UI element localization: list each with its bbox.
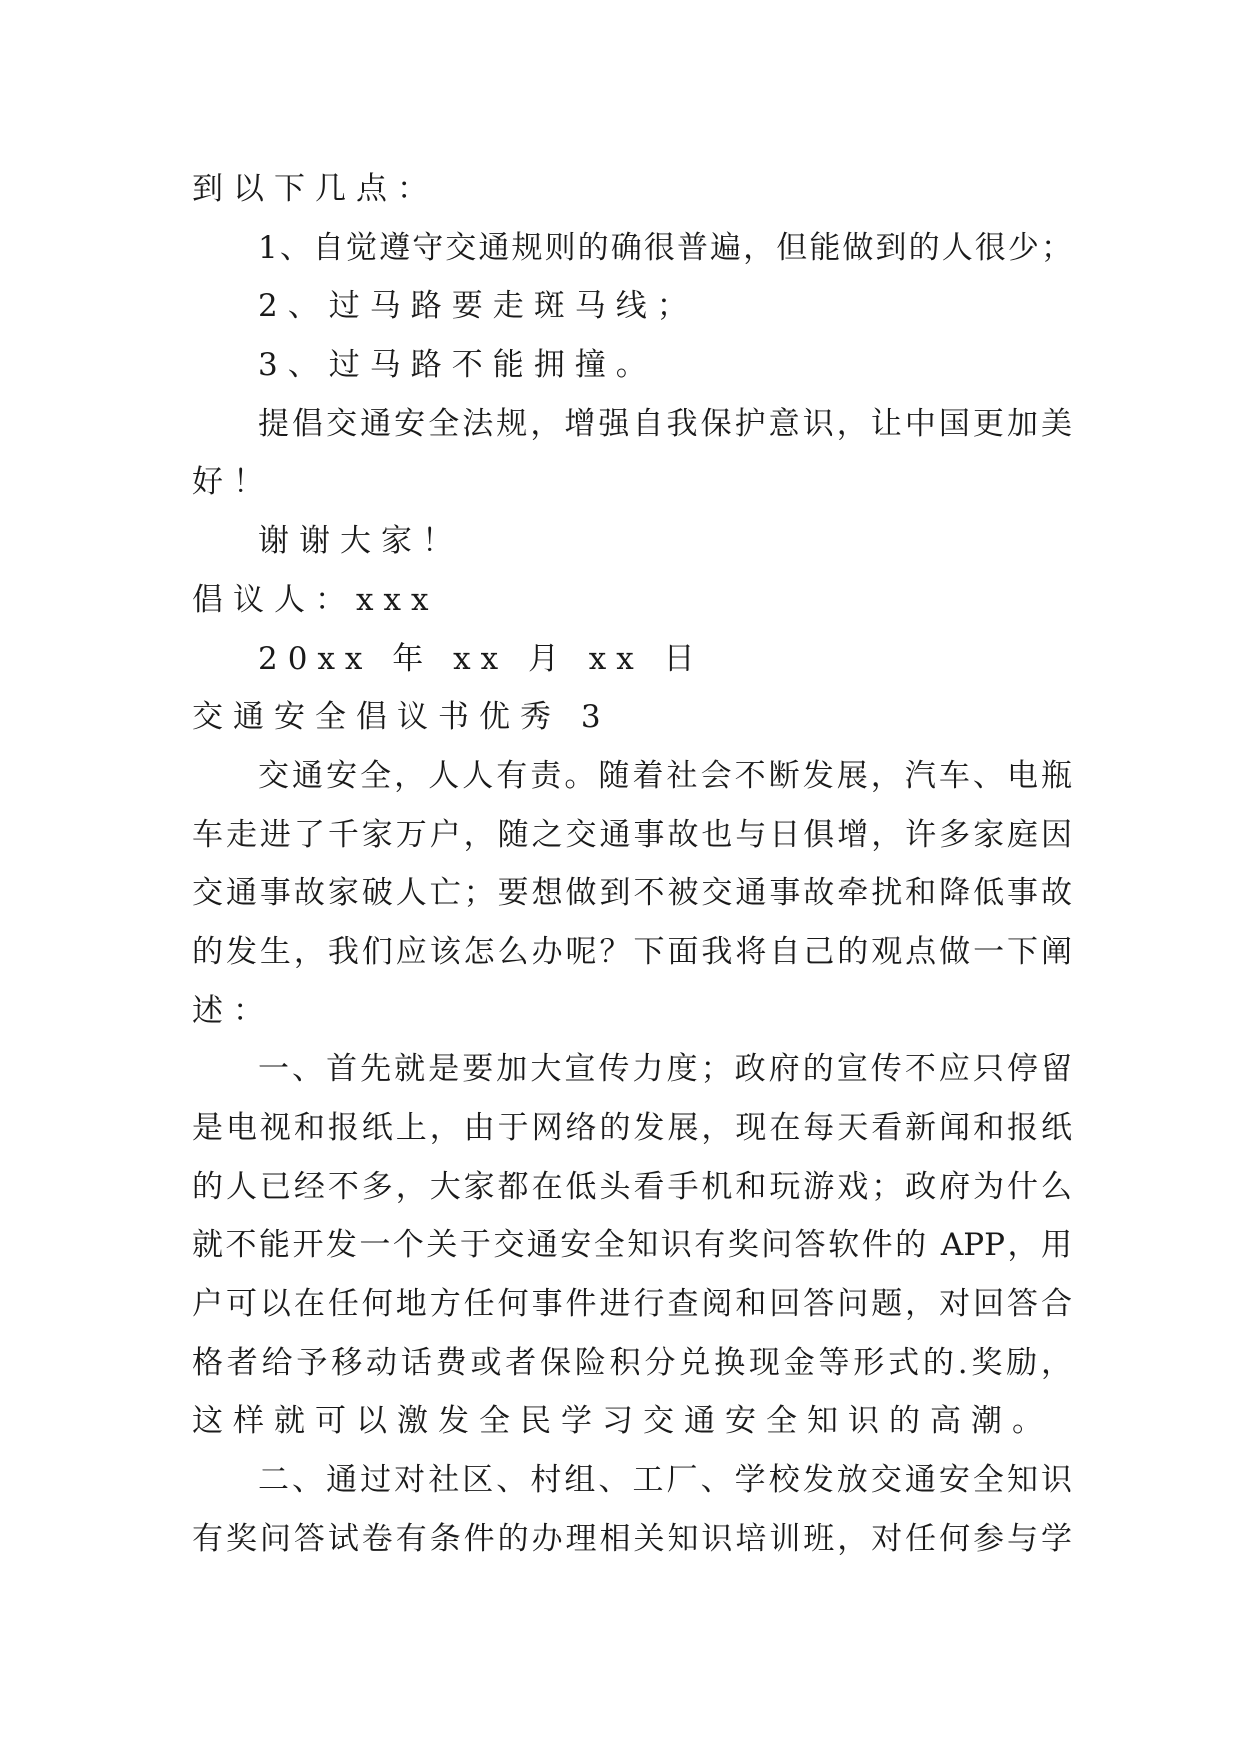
text-line: 20xx 年 xx 月 xx 日 <box>258 640 705 677</box>
text-line: 一、首先就是要加大宣传力度；政府的宣传不应只停留 <box>258 1051 1072 1088</box>
text-line: 这样就可以激发全民学习交通安全知识的高潮。 <box>192 1403 1053 1440</box>
text-line: 提倡交通安全法规，增强自我保护意识，让中国更加美 <box>258 405 1072 442</box>
text-line: 户可以在任何地方任何事件进行查阅和回答问题，对回答合 <box>192 1286 1072 1323</box>
text-line: 的发生，我们应该怎么办呢？下面我将自己的观点做一下阐 <box>192 933 1072 970</box>
text-line: 有奖问答试卷有条件的办理相关知识培训班，对任何参与学 <box>192 1520 1072 1557</box>
text-line: 好！ <box>192 464 274 501</box>
text-line: 交通安全倡议书优秀 3 <box>192 699 611 736</box>
text-line: 的人已经不多，大家都在低头看手机和玩游戏；政府为什么 <box>192 1168 1072 1205</box>
text-line: 是电视和报纸上，由于网络的发展，现在每天看新闻和报纸 <box>192 1110 1072 1146</box>
text-line: 格者给予移动话费或者保险积分兑换现金等形式的.奖励， <box>192 1344 1072 1381</box>
text-line: 3、过马路不能拥撞。 <box>258 347 657 384</box>
text-line: 2、过马路要走斑马线； <box>258 288 698 325</box>
text-line: 就不能开发一个关于交通安全知识有奖问答软件的 APP，用 <box>192 1227 1072 1264</box>
text-line: 述： <box>192 992 274 1029</box>
text-line: 1、自觉遵守交通规则的确很普遍，但能做到的人很少； <box>258 229 1072 266</box>
text-line: 二、通过对社区、村组、工厂、学校发放交通安全知识 <box>258 1462 1072 1499</box>
text-line: 交通事故家破人亡；要想做到不被交通事故牵扰和降低事故 <box>192 875 1072 912</box>
text-line: 倡议人：xxx <box>192 581 439 618</box>
text-line: 谢谢大家！ <box>258 523 463 560</box>
text-line: 到以下几点： <box>192 171 438 207</box>
document-body <box>192 160 1072 1569</box>
text-line: 车走进了千家万户，随之交通事故也与日俱增，许多家庭因 <box>192 816 1072 853</box>
text-line: 交通安全，人人有责。随着社会不断发展，汽车、电瓶 <box>258 757 1072 794</box>
